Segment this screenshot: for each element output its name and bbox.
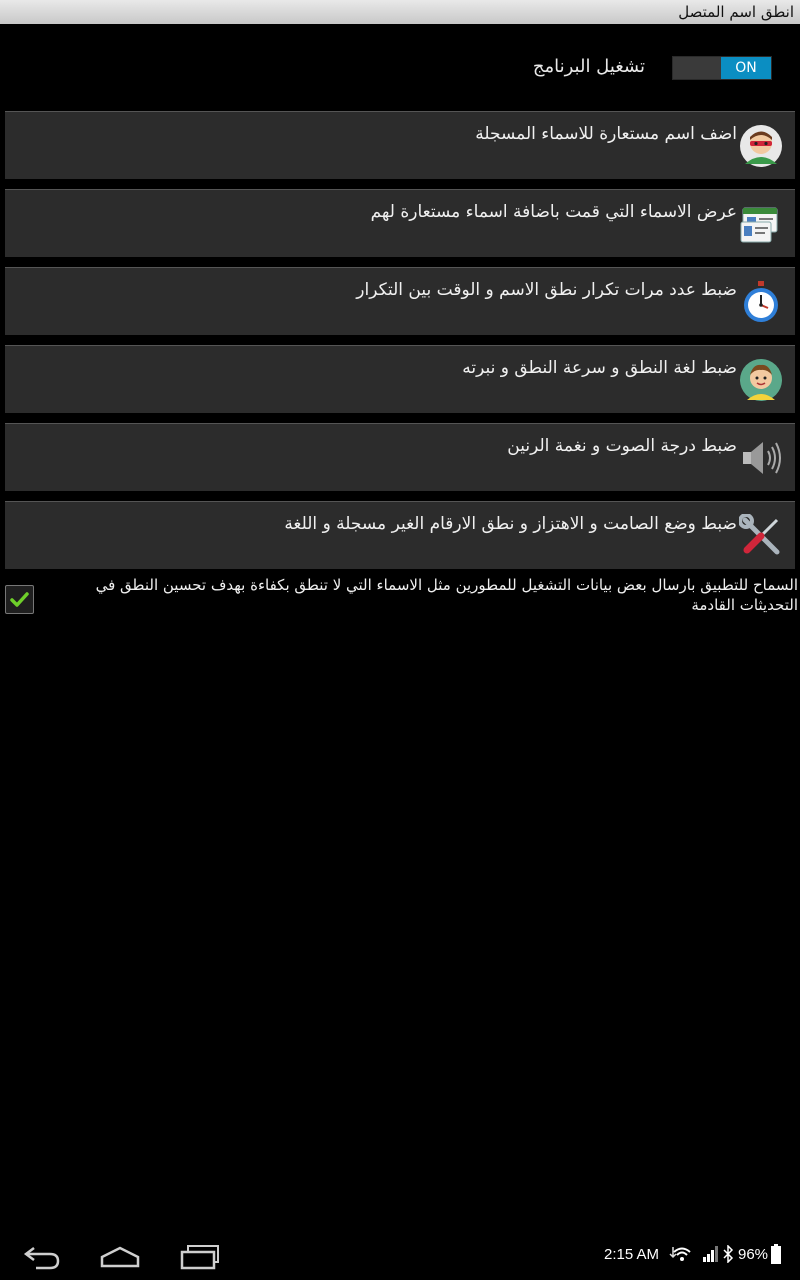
menu-item-language-settings[interactable] — [5, 345, 795, 413]
run-program-label: تشغيل البرنامج — [532, 56, 645, 77]
consent-checkbox[interactable] — [5, 585, 34, 614]
tools-icon — [739, 514, 783, 558]
window-title: انطق اسم المتصل — [0, 0, 800, 24]
clock: 2:15 AM — [604, 1246, 660, 1263]
stopwatch-icon — [739, 280, 783, 324]
system-navigation-bar — [0, 1232, 800, 1280]
consent-text: السماح للتطبيق بارسال بعض بيانات التشغيل للمطورين مثل الاسماء التي لا تنطق بكفاءة بهدف تحسين النطق في التحديثات القادمة — [95, 576, 798, 614]
checkmark-icon — [6, 586, 33, 613]
masked-person-icon — [739, 124, 783, 168]
bluetooth-icon — [722, 1245, 734, 1263]
run-program-row — [0, 52, 800, 84]
back-icon[interactable] — [20, 1240, 64, 1272]
recent-apps-icon[interactable] — [178, 1240, 222, 1272]
speaker-icon — [739, 436, 783, 480]
menu-item-volume-settings[interactable] — [5, 423, 795, 491]
menu-item-label: ضبط لغة النطق و سرعة النطق و نبرته — [462, 358, 737, 378]
home-icon[interactable] — [98, 1240, 142, 1272]
battery-icon — [770, 1244, 782, 1264]
id-card-icon — [739, 202, 783, 246]
menu-item-label: ضبط درجة الصوت و نغمة الرنين — [507, 436, 737, 456]
menu-item-label: ضبط عدد مرات تكرار نطق الاسم و الوقت بين التكرار — [356, 280, 737, 300]
child-avatar-icon — [739, 358, 783, 402]
menu-item-label: اضف اسم مستعارة للاسماء المسجلة — [475, 124, 737, 144]
toggle-on-state: ON — [721, 57, 771, 79]
consent-row — [0, 575, 800, 619]
menu-item-view-aliases[interactable] — [5, 189, 795, 257]
signal-icon — [702, 1246, 718, 1262]
run-program-toggle[interactable] — [672, 56, 772, 80]
battery-percent: 96% — [738, 1246, 769, 1263]
menu-item-add-alias[interactable] — [5, 111, 795, 179]
menu-item-repeat-settings[interactable] — [5, 267, 795, 335]
menu-item-label: ضبط وضع الصامت و الاهتزاز و نطق الارقام الغير مسجلة و اللغة — [284, 514, 737, 534]
menu-item-silent-vibrate-settings[interactable] — [5, 501, 795, 569]
menu-item-label: عرض الاسماء التي قمت باضافة اسماء مستعارة لهم — [370, 202, 737, 222]
wifi-icon — [672, 1246, 692, 1262]
